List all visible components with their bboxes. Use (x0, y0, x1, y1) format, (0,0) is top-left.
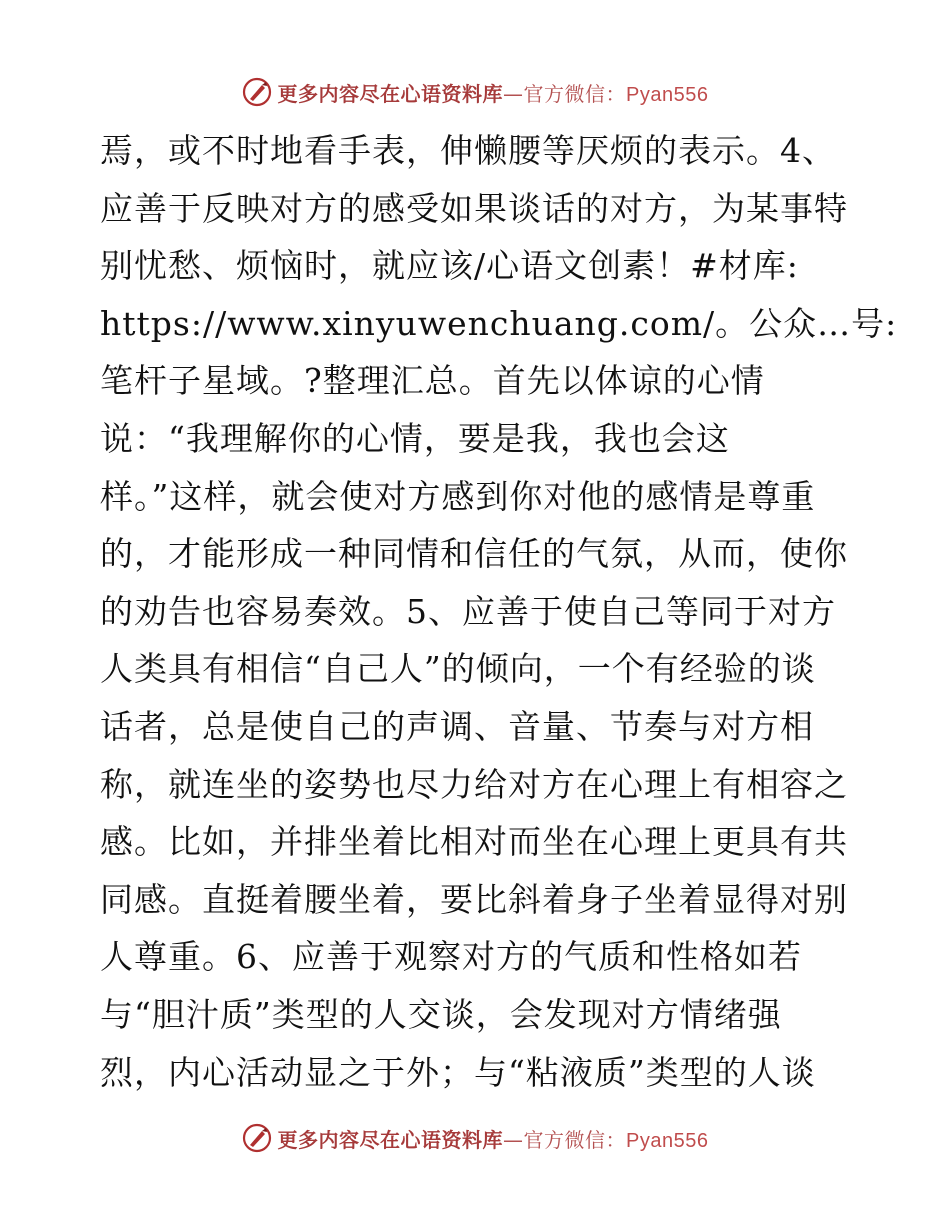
body-line: 称，就连坐的姿势也尽力给对方在心理上有相容之 (100, 764, 848, 804)
body-line: 同感。直挺着腰坐着，要比斜着身子坐着显得对别 (100, 879, 848, 919)
body-line: 说：“我理解你的心情，要是我，我也会这 (100, 418, 730, 458)
header-text (278, 78, 709, 107)
body-line: 的，才能形成一种同情和信任的气氛，从而，使你 (100, 534, 848, 574)
footer-text (278, 1124, 709, 1153)
body-line: 烈，内心活动显之于外；与“粘液质”类型的人谈 (100, 1052, 816, 1092)
body-line: 人尊重。6、应善于观察对方的气质和性格如若 (100, 937, 802, 977)
body-line: 焉，或不时地看手表，伸懒腰等厌烦的表示。4、 (100, 131, 836, 170)
footer-wechat-account: Pyan556 (626, 1129, 709, 1152)
body-line: 感。比如，并排坐着比相对而坐在心理上更具有共 (100, 822, 848, 862)
header-wechat-label: 官方微信： (523, 81, 627, 106)
header-wechat-account: Pyan556 (626, 83, 709, 106)
body-line: 话者，总是使自己的声调、音量、节奏与对方相 (100, 706, 814, 746)
body-line: 样。”这样，就会使对方感到你对他的感情是尊重 (100, 476, 816, 516)
body-line: 应善于反映对方的感受如果谈话的对方，为某事特 (100, 188, 848, 228)
document-body (100, 122, 898, 1101)
body-line: 别忧愁、烦恼时，就应该/心语文创素！#材库: (100, 246, 799, 286)
body-line: 与“胆汁质”类型的人交谈，会发现对方情绪强 (100, 994, 782, 1034)
body-line: 的劝告也容易奏效。5、应善于使自己等同于对方 (100, 591, 836, 631)
footer-banner (0, 1118, 950, 1158)
logo-icon (242, 77, 272, 107)
footer-wechat-label: 官方微信： (523, 1127, 627, 1152)
footer-separator: — (503, 1127, 524, 1152)
header-separator: — (503, 81, 524, 106)
body-line: https://www.xinyuwenchuang.com/。公众…号: (100, 303, 898, 343)
logo-icon (242, 1123, 272, 1153)
footer-promo: 更多内容尽在心语资料库 (277, 1127, 504, 1152)
header-banner (0, 72, 950, 112)
body-line: 笔杆子星域。?整理汇总。首先以体谅的心情 (100, 361, 765, 401)
body-line: 人类具有相信“自己人”的倾向，一个有经验的谈 (100, 649, 816, 689)
header-promo: 更多内容尽在心语资料库 (277, 81, 504, 106)
